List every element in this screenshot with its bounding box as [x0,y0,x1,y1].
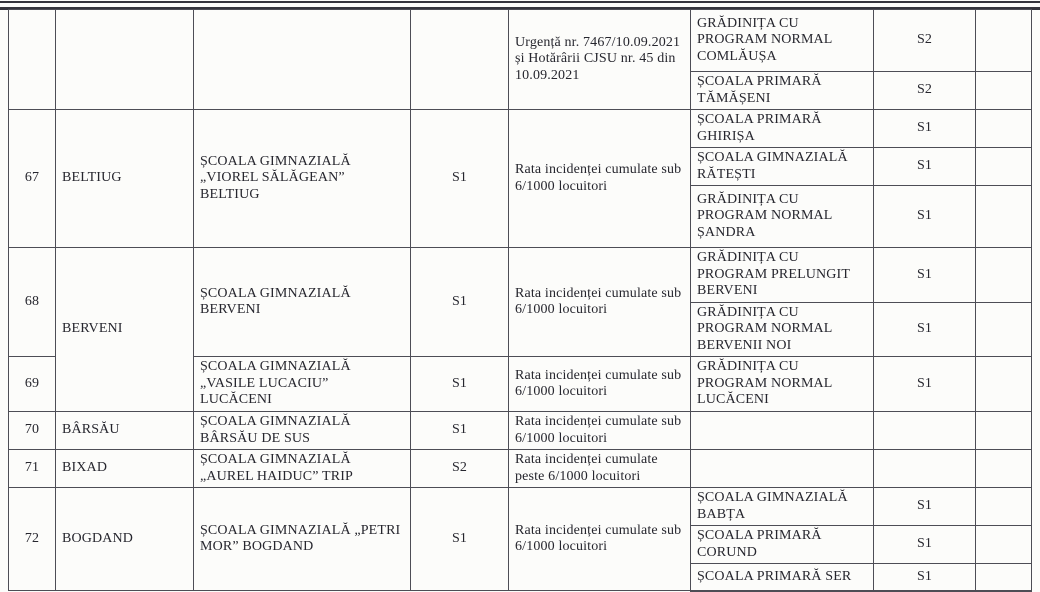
cell-school-name [194,10,411,110]
cell-scenario: S1 [411,110,509,248]
cell-justification: Rata incidenței cumulate sub 6/1000 locuitori [509,412,691,450]
cell-nr: 69 [9,357,56,412]
cell-note [976,564,1032,591]
cell-nr: 71 [9,450,56,488]
cell-nr: 68 [9,248,56,357]
cell-locality: BOGDAND [56,488,194,591]
table-row [9,412,1032,450]
cell-scenario: S1 [411,248,509,357]
cell-unit-name: GRĂDINIȚA CU PROGRAM NORMAL LUCĂCENI [691,357,874,412]
cell-note [976,10,1032,72]
cell-unit-name: GRĂDINIȚA CU PROGRAM NORMAL BERVENII NOI [691,302,874,357]
cell-scenario: S1 [411,488,509,591]
cell-school-name: ȘCOALA GIMNAZIALĂ BERVENI [194,248,411,357]
cell-unit-scenario: S1 [874,248,976,303]
cell-school-name: ȘCOALA GIMNAZIALĂ „VIOREL SĂLĂGEAN” BELTIUG [194,110,411,248]
table-row [9,488,1032,526]
cell-unit-name: ȘCOALA PRIMARĂ GHIRIȘA [691,110,874,148]
cell-unit-name [691,450,874,488]
cell-unit-scenario: S1 [874,110,976,148]
schools-scenario-table [8,9,1032,592]
cell-unit-name: ȘCOALA PRIMARĂ CORUND [691,526,874,564]
cell-justification: Rata incidenței cumulate sub 6/1000 locuitori [509,110,691,248]
cell-scenario [411,10,509,110]
cell-unit-scenario [874,412,976,450]
cell-school-name: ȘCOALA GIMNAZIALĂ „AUREL HAIDUC” TRIP [194,450,411,488]
cell-justification: Urgență nr. 7467/10.09.2021 și Hotărârii CJSU nr. 45 din 10.09.2021 [509,10,691,110]
cell-note [976,72,1032,110]
cell-unit-scenario: S2 [874,72,976,110]
cell-note [976,302,1032,357]
cell-nr [9,10,56,110]
cell-unit-scenario: S1 [874,357,976,412]
cell-unit-scenario: S1 [874,186,976,248]
cell-note [976,488,1032,526]
cell-unit-name: GRĂDINIȚA CU PROGRAM NORMAL COMLĂUȘA [691,10,874,72]
cell-scenario: S2 [411,450,509,488]
cell-note [976,526,1032,564]
cell-unit-scenario: S2 [874,10,976,72]
cell-justification: Rata incidenței cumulate sub 6/1000 locuitori [509,488,691,591]
cell-note [976,148,1032,186]
cell-unit-name: GRĂDINIȚA CU PROGRAM NORMAL ȘANDRA [691,186,874,248]
cell-unit-name: ȘCOALA GIMNAZIALĂ BABȚA [691,488,874,526]
cell-school-name: ȘCOALA GIMNAZIALĂ „PETRI MOR” BOGDAND [194,488,411,591]
cell-note [976,248,1032,303]
cell-nr: 70 [9,412,56,450]
cell-school-name: ȘCOALA GIMNAZIALĂ „VASILE LUCACIU” LUCĂCENI [194,357,411,412]
cell-justification: Rata incidenței cumulate sub 6/1000 locuitori [509,357,691,412]
cell-unit-scenario: S1 [874,488,976,526]
cell-unit-name [691,412,874,450]
table-row [9,248,1032,303]
cell-scenario: S1 [411,357,509,412]
cell-unit-scenario [874,450,976,488]
cell-unit-name: GRĂDINIȚA CU PROGRAM PRELUNGIT BERVENI [691,248,874,303]
cell-justification: Rata incidenței cumulate sub 6/1000 locuitori [509,248,691,357]
cell-note [976,450,1032,488]
cell-unit-name: ȘCOALA PRIMARĂ SER [691,564,874,591]
cell-justification: Rata incidenței cumulate peste 6/1000 locuitori [509,450,691,488]
cell-unit-scenario: S1 [874,564,976,591]
cell-locality: BÂRSĂU [56,412,194,450]
table-row [9,110,1032,148]
cell-note [976,186,1032,248]
cell-unit-scenario: S1 [874,302,976,357]
cell-unit-name: ȘCOALA GIMNAZIALĂ RĂTEȘTI [691,148,874,186]
cell-note [976,110,1032,148]
cell-locality: BELTIUG [56,110,194,248]
cell-note [976,412,1032,450]
cell-school-name: ȘCOALA GIMNAZIALĂ BÂRSĂU DE SUS [194,412,411,450]
cell-locality [56,10,194,110]
cell-unit-name: ȘCOALA PRIMARĂ TĂMĂȘENI [691,72,874,110]
cell-unit-scenario: S1 [874,526,976,564]
table-row [9,450,1032,488]
cell-scenario: S1 [411,412,509,450]
cell-unit-scenario: S1 [874,148,976,186]
cell-locality: BIXAD [56,450,194,488]
cell-nr: 72 [9,488,56,591]
cell-locality: BERVENI [56,248,194,412]
table-row [9,10,1032,72]
cell-nr: 67 [9,110,56,248]
cell-note [976,357,1032,412]
